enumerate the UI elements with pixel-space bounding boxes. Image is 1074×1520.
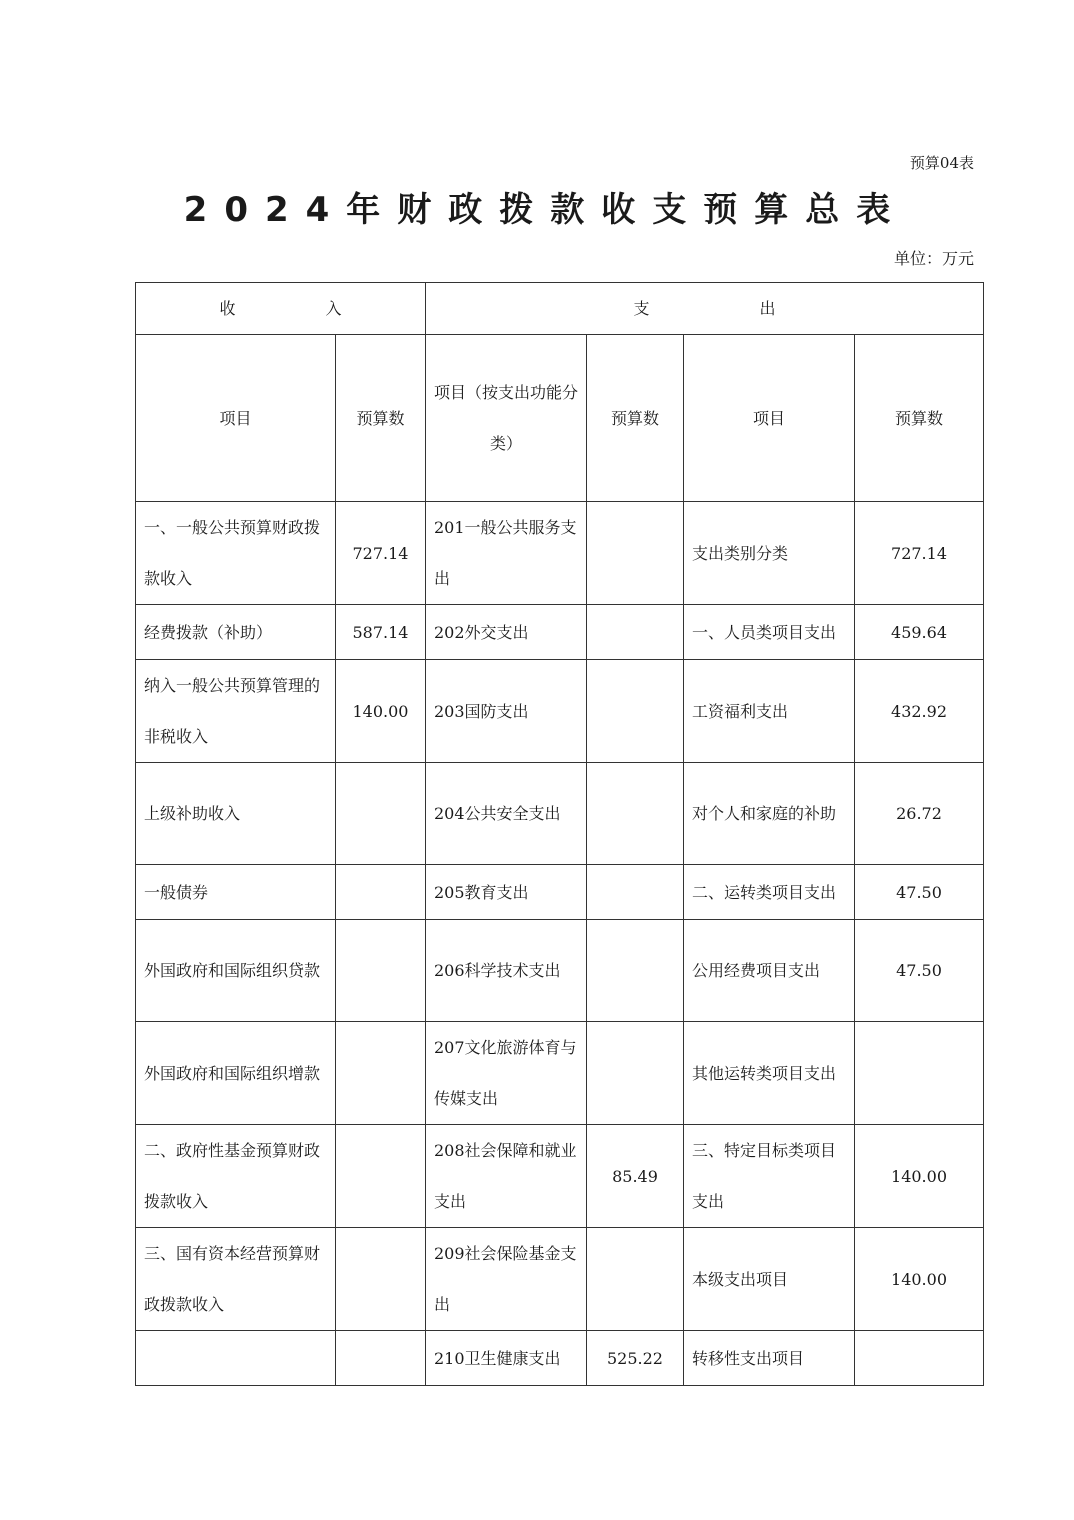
econ-item-cell: 本级支出项目 (684, 1228, 855, 1331)
table-row (136, 1228, 984, 1331)
column-header-row (136, 335, 984, 502)
income-item-cell: 经费拨款（补助） (136, 605, 336, 660)
table-row (136, 502, 984, 605)
col-header-econ-item: 项目 (684, 335, 855, 502)
table-row (136, 605, 984, 660)
func-amount-cell (587, 920, 684, 1022)
econ-amount-cell: 432.92 (855, 660, 984, 763)
econ-amount-cell (855, 1331, 984, 1386)
func-item-cell: 204公共安全支出 (426, 763, 587, 865)
income-amount-cell (336, 1331, 426, 1386)
income-amount-cell (336, 1228, 426, 1331)
econ-item-cell: 公用经费项目支出 (684, 920, 855, 1022)
table-row (136, 1125, 984, 1228)
income-amount-cell (336, 865, 426, 920)
func-amount-cell (587, 763, 684, 865)
econ-amount-cell: 47.50 (855, 865, 984, 920)
func-amount-cell (587, 605, 684, 660)
income-item-cell: 外国政府和国际组织贷款 (136, 920, 336, 1022)
func-amount-cell (587, 1228, 684, 1331)
income-amount-cell: 140.00 (336, 660, 426, 763)
form-number: 预算04表 (909, 154, 974, 172)
income-amount-cell (336, 920, 426, 1022)
func-item-cell: 209社会保险基金支出 (426, 1228, 587, 1331)
table-row (136, 865, 984, 920)
func-amount-cell (587, 660, 684, 763)
econ-amount-cell (855, 1022, 984, 1125)
econ-amount-cell: 140.00 (855, 1125, 984, 1228)
income-header-char-1: 收 (219, 299, 236, 318)
econ-item-cell: 二、运转类项目支出 (684, 865, 855, 920)
econ-item-cell: 工资福利支出 (684, 660, 855, 763)
income-header-char-2: 入 (325, 299, 342, 318)
func-item-cell: 207文化旅游体育与传媒支出 (426, 1022, 587, 1125)
econ-item-cell: 转移性支出项目 (684, 1331, 855, 1386)
table-row (136, 920, 984, 1022)
income-amount-cell: 727.14 (336, 502, 426, 605)
budget-table (135, 282, 984, 1386)
income-amount-cell (336, 1022, 426, 1125)
income-item-cell: 一般债券 (136, 865, 336, 920)
col-header-income-amount: 预算数 (336, 335, 426, 502)
income-item-cell: 上级补助收入 (136, 763, 336, 865)
func-item-cell: 206科学技术支出 (426, 920, 587, 1022)
func-item-cell: 203国防支出 (426, 660, 587, 763)
col-header-func-item: 项目（按支出功能分类） (426, 335, 587, 502)
expense-header-char-1: 支 (633, 299, 650, 318)
func-item-cell: 202外交支出 (426, 605, 587, 660)
func-item-cell: 208社会保障和就业支出 (426, 1125, 587, 1228)
expense-group-header (426, 283, 984, 335)
econ-amount-cell: 727.14 (855, 502, 984, 605)
func-item-cell: 210卫生健康支出 (426, 1331, 587, 1386)
income-item-cell: 外国政府和国际组织增款 (136, 1022, 336, 1125)
econ-item-cell: 支出类别分类 (684, 502, 855, 605)
unit-label: 单位：万元 (893, 249, 974, 268)
income-item-cell: 一、一般公共预算财政拨款收入 (136, 502, 336, 605)
col-header-econ-amount: 预算数 (855, 335, 984, 502)
table-row (136, 763, 984, 865)
func-amount-cell: 85.49 (587, 1125, 684, 1228)
econ-amount-cell: 140.00 (855, 1228, 984, 1331)
income-item-cell: 纳入一般公共预算管理的非税收入 (136, 660, 336, 763)
table-row (136, 1022, 984, 1125)
econ-amount-cell: 47.50 (855, 920, 984, 1022)
func-amount-cell (587, 1022, 684, 1125)
table-row (136, 660, 984, 763)
econ-amount-cell: 459.64 (855, 605, 984, 660)
income-amount-cell (336, 763, 426, 865)
page-title: 2024年财政拨款收支预算总表 (183, 190, 908, 230)
func-amount-cell: 525.22 (587, 1331, 684, 1386)
income-item-cell (136, 1331, 336, 1386)
func-amount-cell (587, 865, 684, 920)
func-item-cell: 201一般公共服务支出 (426, 502, 587, 605)
income-group-header (136, 283, 426, 335)
col-header-func-amount: 预算数 (587, 335, 684, 502)
table-row (136, 1331, 984, 1386)
func-amount-cell (587, 502, 684, 605)
income-amount-cell: 587.14 (336, 605, 426, 660)
econ-amount-cell: 26.72 (855, 763, 984, 865)
econ-item-cell: 其他运转类项目支出 (684, 1022, 855, 1125)
income-amount-cell (336, 1125, 426, 1228)
econ-item-cell: 对个人和家庭的补助 (684, 763, 855, 865)
income-item-cell: 二、政府性基金预算财政拨款收入 (136, 1125, 336, 1228)
group-header-row (136, 283, 984, 335)
econ-item-cell: 一、人员类项目支出 (684, 605, 855, 660)
econ-item-cell: 三、特定目标类项目支出 (684, 1125, 855, 1228)
expense-header-char-2: 出 (759, 299, 776, 318)
income-item-cell: 三、国有资本经营预算财政拨款收入 (136, 1228, 336, 1331)
col-header-income-item: 项目 (136, 335, 336, 502)
func-item-cell: 205教育支出 (426, 865, 587, 920)
